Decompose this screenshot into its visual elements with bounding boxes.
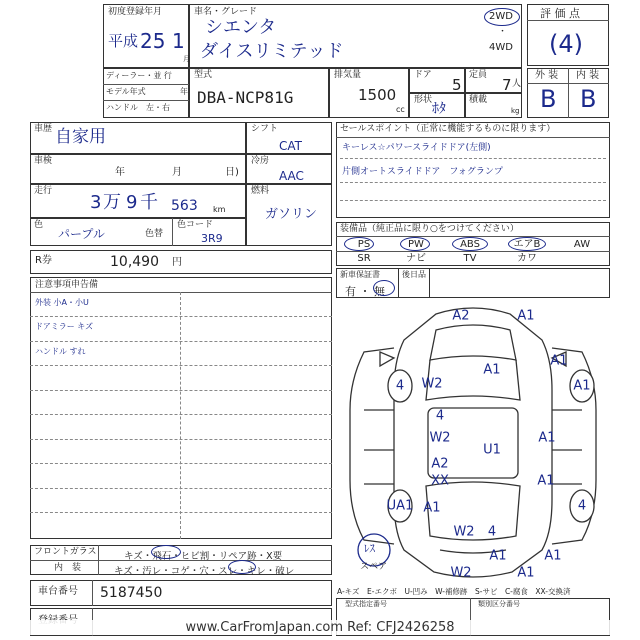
warranty-options: 有 ・ 無 xyxy=(345,285,385,298)
car-grade: ダイスリミテッド xyxy=(200,41,344,62)
later-items-label: 後日品 xyxy=(402,270,426,279)
later-items-box xyxy=(398,268,610,298)
sen-unit: 千 xyxy=(140,192,158,213)
man-unit: 万 xyxy=(103,192,121,213)
glass-chip-circle xyxy=(151,545,181,559)
spare-mark: ﾚｽ xyxy=(364,542,375,555)
sales-points-title: セールスポイント（正常に機能するものに限ります） xyxy=(340,124,556,134)
repaint-label: 色替 xyxy=(145,229,164,239)
color-code-label: 色コード xyxy=(177,220,214,230)
car-diagram xyxy=(336,300,610,585)
handle-label: ハンドル 左・右 xyxy=(106,103,170,112)
equipment-title: 装備品（純正品に限り○をつけてください） xyxy=(340,224,519,234)
pw-circle xyxy=(400,237,430,251)
equip-sr: SR xyxy=(357,253,371,264)
doors-label: ドア xyxy=(414,70,432,80)
sales-line-1: キーレス☆パワースライドドア(左側) xyxy=(342,143,491,153)
notes-title: 注意事項申告備 xyxy=(35,280,99,290)
damage-mark: 4 xyxy=(435,408,445,424)
r-value: 10,490 xyxy=(110,254,159,270)
damage-mark: A1 xyxy=(423,500,441,516)
car-name-label: 車名・グレード xyxy=(194,7,258,17)
int-grade: B xyxy=(580,85,597,113)
reg-date-label: 初度登録年月 xyxy=(108,7,163,17)
rating-label: 評 価 点 xyxy=(540,7,580,20)
airbag-circle xyxy=(508,237,546,251)
drive-sep: ・ xyxy=(498,27,508,37)
capacity-unit: 人 xyxy=(512,79,522,89)
chassis-label: 車台番号 xyxy=(38,586,78,597)
damage-legend: A-キズ E-エクボ U-凹み W-補修跡 S-サビ C-腐食 XX-交換済 xyxy=(337,587,571,596)
damage-mark: W2 xyxy=(421,376,443,392)
glass-text: キズ・飛石・ヒビ割・リペア跡・X要 xyxy=(124,551,283,562)
damage-mark: W2 xyxy=(429,430,451,446)
note-line-1: 外装 小A・小U xyxy=(35,298,89,307)
rating-value: (4) xyxy=(549,30,583,58)
interior-label: 内 装 xyxy=(54,563,82,573)
model-type: DBA-NCP81G xyxy=(197,88,294,107)
damage-mark: A1 xyxy=(517,565,535,581)
damage-mark: 4 xyxy=(487,524,497,540)
interior-text: キズ・汚レ・コゲ・穴・スレ・キレ・破レ xyxy=(114,566,295,577)
equip-abs: ABS xyxy=(460,239,480,250)
damage-mark: A2 xyxy=(431,456,449,472)
drive-4wd: 4WD xyxy=(489,42,513,53)
warranty-none-circle xyxy=(373,280,395,296)
displacement: 1500 xyxy=(358,86,397,104)
ps-circle xyxy=(344,237,374,251)
reg-year: 25 xyxy=(140,29,166,53)
int-label: 内 装 xyxy=(576,70,600,81)
damage-mark: A1 xyxy=(538,430,556,446)
equip-navi: ナビ xyxy=(406,253,426,264)
body-shape: ﾎﾀ xyxy=(432,101,446,117)
r-label: R券 xyxy=(35,255,52,266)
damage-mark: A1 xyxy=(544,548,562,564)
warranty-label: 新車保証書 xyxy=(340,270,380,279)
note-line-2: ドアミラー キズ xyxy=(35,322,94,331)
abs-circle xyxy=(452,237,488,251)
damage-mark: A1 xyxy=(489,548,507,564)
damage-mark: W2 xyxy=(450,565,472,581)
damage-mark: A1 xyxy=(537,473,555,489)
displacement-label: 排気量 xyxy=(334,70,362,80)
equip-pw: PW xyxy=(408,239,424,250)
damage-mark: W2 xyxy=(453,524,475,540)
fuel: ガソリン xyxy=(265,207,318,222)
fuel-label: 燃料 xyxy=(251,186,270,196)
color-code: 3R9 xyxy=(201,232,223,245)
color: パープル xyxy=(58,227,105,241)
mileage-rest: 563 xyxy=(171,198,198,214)
spare-label: スペア xyxy=(360,562,388,572)
damage-mark: 4 xyxy=(577,498,587,514)
color-label: 色 xyxy=(34,220,44,230)
inspection-year: 年 xyxy=(115,167,125,178)
equip-airbag: エアB xyxy=(513,239,541,250)
km-unit: km xyxy=(213,205,226,214)
shift: CAT xyxy=(279,139,302,153)
note-line-3: ハンドル すれ xyxy=(35,347,86,356)
damage-mark: A1 xyxy=(517,308,535,324)
equip-ps: PS xyxy=(357,239,371,250)
chassis-number: 5187450 xyxy=(100,585,163,601)
ac-label: 冷房 xyxy=(251,156,270,166)
class-label: 類別区分番号 xyxy=(478,600,520,608)
usage-label: 車歴 xyxy=(34,124,53,134)
ac: AAC xyxy=(279,169,304,183)
mileage-label: 走行 xyxy=(34,186,53,196)
reg-era: 平成 xyxy=(108,32,139,50)
load-label: 積載 xyxy=(469,95,488,105)
mileage-ten-thousands: 3 xyxy=(90,192,102,213)
model-year-unit: 年 xyxy=(180,87,188,96)
damage-mark: U1 xyxy=(483,442,501,458)
damage-mark: A2 xyxy=(452,308,470,324)
inspection-label: 車検 xyxy=(34,156,53,166)
cc-unit: cc xyxy=(396,105,405,114)
capacity: 7 xyxy=(502,76,512,94)
damage-mark: UA1 xyxy=(386,498,414,514)
mileage-thousands: 9 xyxy=(126,192,138,213)
model-type-label: 型式 xyxy=(194,70,213,80)
damage-mark: A1 xyxy=(483,362,501,378)
capacity-label: 定員 xyxy=(469,70,488,80)
shift-label: シフト xyxy=(251,124,279,134)
inspection-day: 日) xyxy=(225,167,239,178)
damage-mark: A1 xyxy=(573,378,591,394)
yen-unit: 円 xyxy=(172,257,182,268)
equip-leather: カワ xyxy=(517,253,537,264)
ext-grade: B xyxy=(540,85,557,113)
reg-month: 1 xyxy=(172,29,185,53)
equip-tv: TV xyxy=(463,253,477,264)
kg-unit: kg xyxy=(511,107,520,115)
car-name: シエンタ xyxy=(205,17,277,38)
model-spec-label: 型式指定番号 xyxy=(345,600,387,608)
dealer-label: ディーラー・並 行 xyxy=(106,71,172,80)
sales-line-2: 片側オートスライドドア フォグランプ xyxy=(342,167,503,177)
doors: 5 xyxy=(452,76,462,94)
drive-2wd: 2WD xyxy=(489,11,513,22)
ext-label: 外 装 xyxy=(535,70,559,81)
damage-mark: A1 xyxy=(550,353,568,369)
inspection-month: 月 xyxy=(172,167,182,178)
glass-label: フロントガラス xyxy=(34,547,97,557)
damage-mark: 4 xyxy=(395,378,405,394)
watermark: www.CarFromJapan.com Ref: CFJ2426258 xyxy=(0,620,640,635)
inspection-box xyxy=(30,154,246,184)
model-year-label: モデル年式 xyxy=(106,87,146,96)
body-label: 形状 xyxy=(414,95,433,105)
usage: 自家用 xyxy=(55,127,106,147)
interior-wear-circle xyxy=(228,560,256,574)
month-unit: 月 xyxy=(183,55,190,63)
damage-mark: XX xyxy=(431,473,449,489)
equip-aw: AW xyxy=(573,239,591,250)
